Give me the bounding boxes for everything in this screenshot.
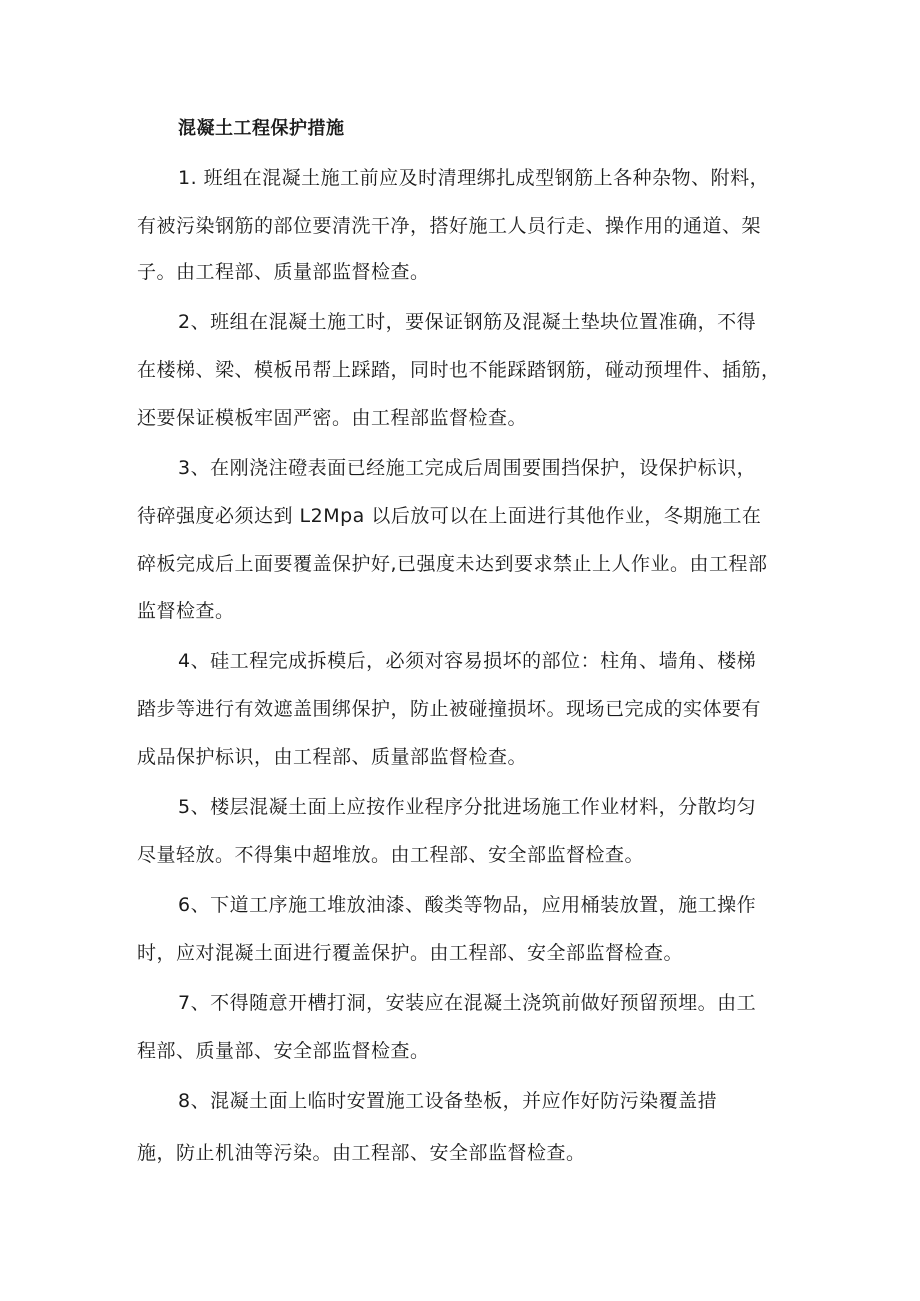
paragraph-5-line-1: 5、楼层混凝土面上应按作业程序分批进场施工作业材料，分散均匀 [178, 796, 757, 818]
paragraph-6-line-2: 时，应对混凝土面进行覆盖保护。由工程部、安全部监督检查。 [137, 942, 684, 964]
paragraph-3-line-1: 3、在刚浇注磴表面已经施工完成后周围要围挡保护，设保护标识， [178, 457, 757, 479]
paragraph-4-line-2: 踏步等进行有效遮盖围绑保护，防止被碰撞损坏。现场已完成的实体要有 [137, 698, 762, 720]
paragraph-1-line-2: 有被污染钢筋的部位要清洗干净，搭好施工人员行走、操作用的通道、架 [137, 215, 762, 237]
paragraph-3-line-2: 待碎强度必须达到 L2Mpa 以后放可以在上面进行其他作业，冬期施工在 [137, 505, 762, 527]
document-title: 混凝土工程保护措施 [178, 118, 345, 139]
paragraph-5-line-2: 尽量轻放。不得集中超堆放。由工程部、安全部监督检查。 [137, 844, 645, 866]
paragraph-3-line-3: 碎板完成后上面要覆盖保护好,已强度未达到要求禁止上人作业。由工程部 [137, 553, 768, 575]
paragraph-1-line-3: 子。由工程部、质量部监督检查。 [137, 261, 430, 283]
paragraph-7-line-2: 程部、质量部、安全部监督检查。 [137, 1040, 430, 1062]
paragraph-8-line-1: 8、混凝土面上临时安置施工设备垫板，并应作好防污染覆盖措 [178, 1090, 718, 1112]
paragraph-4-line-3: 成品保护标识，由工程部、质量部监督检查。 [137, 746, 528, 768]
paragraph-8-line-2: 施，防止机油等污染。由工程部、安全部监督检查。 [137, 1142, 586, 1164]
paragraph-2-line-2: 在楼梯、梁、模板吊帮上踩踏，同时也不能踩踏钢筋，碰动预埋件、插筋， [137, 359, 781, 381]
paragraph-2-line-3: 还要保证模板牢固严密。由工程部监督检查。 [137, 407, 528, 429]
paragraph-3-line-4: 监督检查。 [137, 600, 235, 622]
paragraph-6-line-1: 6、下道工序施工堆放油漆、酸类等物品，应用桶装放置，施工操作 [178, 894, 757, 916]
paragraph-2-line-1: 2、班组在混凝土施工时，要保证钢筋及混凝土垫块位置准确，不得 [178, 311, 757, 333]
paragraph-4-line-1: 4、硅工程完成拆模后，必须对容易损坏的部位：柱角、墙角、楼梯 [178, 650, 757, 672]
paragraph-7-line-1: 7、不得随意开槽打洞，安装应在混凝土浇筑前做好预留预埋。由工 [178, 992, 757, 1014]
paragraph-1-line-1: 1. 班组在混凝土施工前应及时清理绑扎成型钢筋上各种杂物、附料， [178, 167, 770, 189]
